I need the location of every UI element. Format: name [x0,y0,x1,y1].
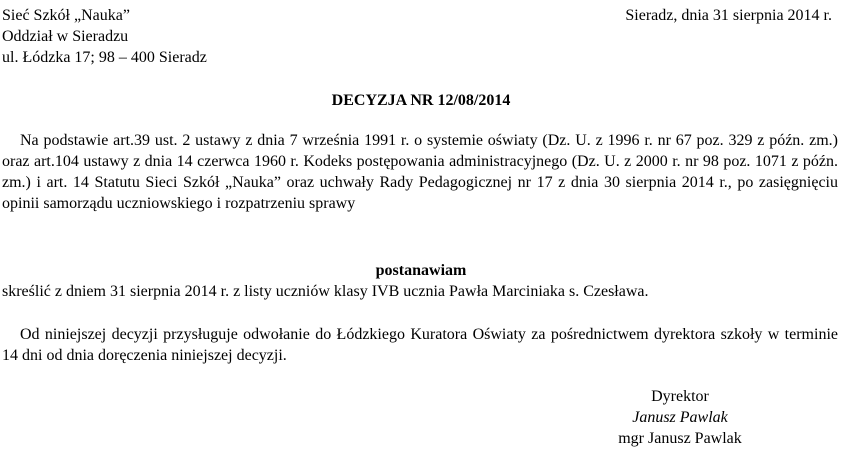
sender-address [2,5,422,68]
sender-branch: Oddział w Sieradzu [2,28,129,45]
sender-street: ul. Łódzka 17; 98 – 400 Sieradz [2,49,207,66]
decision-title: DECYZJA NR 12/08/2014 [331,92,511,109]
legal-basis-paragraph: Na podstawie art.39 ust. 2 ustawy z dnia 7 września 1991 r. o systemie oświaty (Dz. U. z 1996 r. nr 67 poz. 329 z późn. zm.) oraz art.104 ustawy z dnia 14 czerwca 1960 r. Kodeks postępowania administracyjnego (Dz. U. z 2000 r. nr 98 poz. 1071 z późn. zm.) i art. 14 Statutu Sieci Szkół „Nauka” oraz uchwały Rady Pedagogicznej nr 17 z dnia 30 sierpnia 2014 r., po zasięgnięciu opinii samorządu uczniowskiego i rozpatrzeniu sprawy [2,132,838,212]
signature-printed-name: mgr Janusz Pawlak [618,430,742,447]
place-and-date: Sieradz, dnia 31 sierpnia 2014 r. [625,7,832,24]
appeal-notice-paragraph: Od niniejszej decyzji przysługuje odwołanie do Łódzkiego Kuratora Oświaty za pośrednictwem dyrektora szkoły w terminie 14 dni od dnia doręczenia niniejszej decyzji. [2,326,838,364]
signature-block [560,386,800,449]
resolution-text: skreślić z dniem 31 sierpnia 2014 r. z listy uczniów klasy IVB ucznia Pawła Marciniaka s. Czesława. [2,283,649,300]
signature-role: Dyrektor [651,388,709,405]
sender-name: Sieć Szkół „Nauka” [2,7,130,24]
resolution-heading: postanawiam [375,262,467,279]
signature-handwritten-name: Janusz Pawlak [632,409,728,426]
